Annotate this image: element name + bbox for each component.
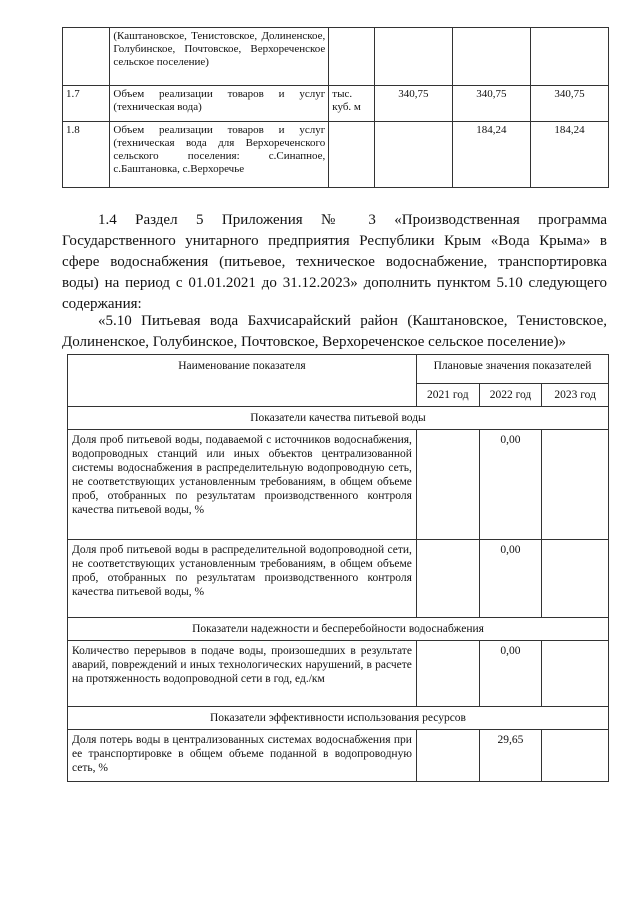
value-2021 — [416, 430, 479, 540]
row-name: (Каштановское, Тенистовское, Долиненское, Голубинское, Почтовское, Верхореченское сельское поселение) — [110, 28, 329, 86]
row-name: Объем реализации товаров и услуг (техническая вода для Верхореченского сельского поселения: с.Синапное, с.Баштановка, с.Верхоречье — [110, 122, 329, 188]
section-title: Показатели эффективности использования ресурсов — [68, 707, 609, 730]
year-2023: 2023 год — [542, 384, 609, 407]
value-2021: 340,75 — [374, 86, 452, 122]
value-2023 — [542, 641, 609, 707]
section-row — [68, 618, 609, 641]
table-row — [68, 730, 609, 782]
value-2022: 0,00 — [479, 540, 542, 618]
indicator-name: Доля проб питьевой воды, подаваемой с источников водоснабжения, водопроводных станций или иных объектов централизованной системы водоснабжения в распределительную водопроводную сеть, не соответствующих установленным требованиям, в общем объеме проб, отобранных по результатам производственного контроля качества питьевой воды, % — [68, 430, 417, 540]
table-row — [63, 86, 609, 122]
value-2022: 0,00 — [479, 430, 542, 540]
header-indicator-name: Наименование показателя — [68, 355, 417, 407]
value-2021 — [416, 641, 479, 707]
value-2023 — [530, 28, 608, 86]
table-row — [63, 28, 609, 86]
value-2023 — [542, 430, 609, 540]
row-unit — [329, 28, 375, 86]
indicator-name: Доля потерь воды в централизованных системах водоснабжения при ее транспортировке в общем объеме поданной в водопроводную сеть, % — [68, 730, 417, 782]
year-2021: 2021 год — [416, 384, 479, 407]
row-number — [63, 28, 110, 86]
table-row — [63, 122, 609, 188]
volume-table — [62, 27, 609, 188]
value-2022: 340,75 — [452, 86, 530, 122]
row-number: 1.8 — [63, 122, 110, 188]
row-name: Объем реализации товаров и услуг (техническая вода) — [110, 86, 329, 122]
section-title: Показатели надежности и бесперебойности водоснабжения — [68, 618, 609, 641]
row-number: 1.7 — [63, 86, 110, 122]
table-row — [68, 641, 609, 707]
indicator-name: Количество перерывов в подаче воды, произошедших в результате аварий, повреждений и иных технологических нарушений, в расчете на протяженность водопроводной сети в год, ед./км — [68, 641, 417, 707]
value-2021 — [416, 730, 479, 782]
row-unit: тыс. куб. м — [329, 86, 375, 122]
value-2023 — [542, 540, 609, 618]
value-2022 — [452, 28, 530, 86]
header-row — [68, 355, 609, 384]
value-2023 — [542, 730, 609, 782]
table-row — [68, 540, 609, 618]
section-title: Показатели качества питьевой воды — [68, 407, 609, 430]
value-2021 — [416, 540, 479, 618]
table-row — [68, 430, 609, 540]
section-row — [68, 407, 609, 430]
header-planned-values: Плановые значения показателей — [416, 355, 608, 384]
value-2023: 340,75 — [530, 86, 608, 122]
amendment-paragraph: 1.4 Раздел 5 Приложения № 3 «Производственная программа Государственного унитарного предприятия Республики Крым «Вода Крыма» в сфере водоснабжения (питьевое, техническое водоснабжение, транспортировка воды) на период с 01.01.2021 до 31.12.2023» дополнить пунктом 5.10 следующего содержания: — [62, 212, 607, 312]
value-2023: 184,24 — [530, 122, 608, 188]
year-2022: 2022 год — [479, 384, 542, 407]
value-2022: 0,00 — [479, 641, 542, 707]
indicator-name: Доля проб питьевой воды в распределительной водопроводной сети, не соответствующих установленным требованиям, в общем объеме проб, отобранных по результатам производственного контроля качества питьевой воды, % — [68, 540, 417, 618]
indicators-table — [67, 354, 609, 782]
value-2021 — [374, 122, 452, 188]
section-row — [68, 707, 609, 730]
row-unit — [329, 122, 375, 188]
value-2021 — [374, 28, 452, 86]
value-2022: 184,24 — [452, 122, 530, 188]
value-2022: 29,65 — [479, 730, 542, 782]
section-heading: «5.10 Питьевая вода Бахчисарайский район (Каштановское, Тенистовское, Долиненское, Голубинское, Почтовское, Верхореченское сельское поселение)» — [62, 313, 607, 350]
